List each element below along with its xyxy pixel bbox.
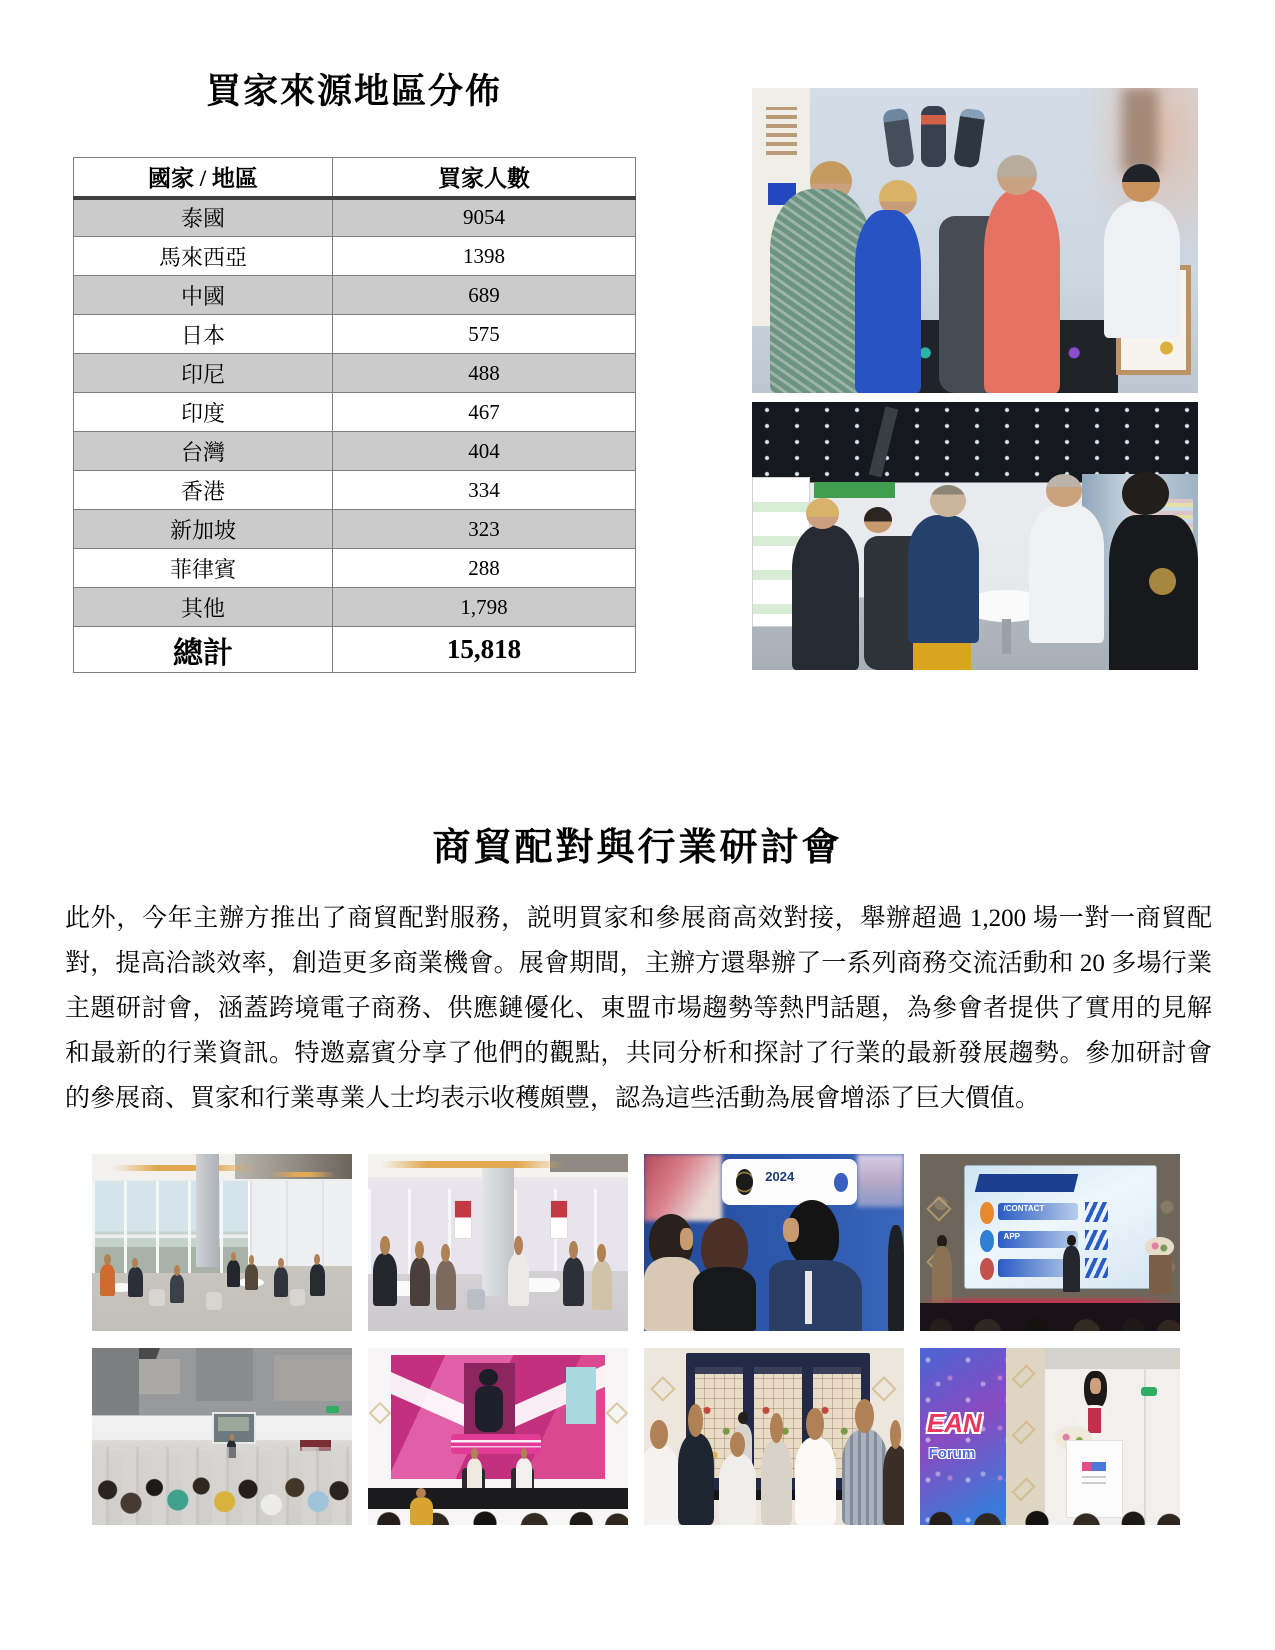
count-cell: 488	[333, 354, 636, 393]
slide-text: /CONTACT	[1003, 1204, 1045, 1214]
gold-embroidery	[1149, 568, 1176, 595]
region-cell: 印尼	[74, 354, 333, 393]
table-leg	[1002, 619, 1011, 654]
backdrop-text-forum: Forum	[928, 1445, 976, 1463]
slide-stripes	[1085, 1258, 1108, 1278]
photo-grid-row-2	[92, 1348, 1180, 1525]
cove-light	[113, 1165, 256, 1171]
col-header-region: 國家 / 地區	[74, 158, 333, 198]
woman-black-top	[693, 1267, 755, 1331]
person-edge	[888, 1225, 904, 1331]
table-row-others	[74, 588, 636, 627]
partition-wall	[248, 1181, 352, 1266]
count-cell: 1398	[333, 237, 636, 276]
audience-figure	[644, 1445, 680, 1525]
person-figure	[592, 1260, 613, 1310]
audience-yellow-shirt	[410, 1497, 433, 1525]
region-cell: 新加坡	[74, 510, 333, 549]
region-cell: 日本	[74, 315, 333, 354]
logo-badge	[736, 1169, 754, 1195]
count-cell: 334	[333, 471, 636, 510]
chair-shape	[206, 1292, 222, 1310]
buyer-distribution-table	[73, 157, 636, 673]
speaker-product-3	[953, 108, 985, 169]
gold-motif	[369, 1401, 391, 1423]
visitor-coral-shirt	[984, 189, 1060, 393]
audience-figure	[883, 1445, 904, 1525]
gold-motif	[605, 1401, 627, 1423]
photo-blue-booth-talk	[644, 1154, 904, 1331]
region-cell: 中國	[74, 276, 333, 315]
exit-sign	[326, 1406, 339, 1413]
audience-crowd	[92, 1447, 352, 1525]
count-cell: 575	[333, 315, 636, 354]
exhibit-blur-left	[644, 1154, 722, 1221]
presenter-figure	[1063, 1246, 1080, 1292]
total-label: 總計	[74, 627, 333, 673]
podium-text-lines	[1082, 1476, 1106, 1487]
audience-heads	[920, 1493, 1180, 1525]
person-figure	[100, 1264, 116, 1296]
count-cell: 1,798	[333, 588, 636, 627]
backdrop-text-ean: EAN	[926, 1408, 982, 1439]
woman-face	[680, 1228, 693, 1249]
panel-swatches	[766, 107, 796, 155]
table-shape	[524, 1278, 560, 1292]
photo-matching-tables	[368, 1154, 628, 1331]
speaker-product-2	[921, 106, 946, 167]
visitor-head-blonde	[806, 498, 839, 529]
visitor-bob-hair	[1122, 472, 1169, 515]
screen-image	[218, 1417, 249, 1431]
cove-light	[269, 1172, 337, 1177]
icon-circle-red	[980, 1258, 993, 1280]
podium	[1149, 1255, 1172, 1294]
model-body-hint	[475, 1386, 503, 1432]
gold-motif	[927, 1196, 952, 1221]
chair-shape	[467, 1289, 485, 1310]
photo-seminar-audience	[92, 1348, 352, 1525]
wall-patch	[92, 1348, 139, 1415]
audience-figure	[719, 1454, 755, 1525]
table-header-row	[74, 158, 636, 198]
table-row-philippines	[74, 549, 636, 588]
wall-patch	[274, 1355, 352, 1401]
table-row-thailand	[74, 198, 636, 237]
photo-seminar-stage-screen	[920, 1154, 1180, 1331]
region-cell: 印度	[74, 393, 333, 432]
region-cell: 香港	[74, 471, 333, 510]
staff-face	[783, 1218, 799, 1243]
section-title-seminars: 商貿配對與行業研討會	[432, 827, 843, 869]
exhibit-blur-right	[857, 1154, 904, 1207]
audience-heads	[920, 1303, 1180, 1331]
red-poster	[550, 1200, 568, 1239]
photo-business-card-exchange	[752, 402, 1198, 670]
count-cell: 323	[333, 510, 636, 549]
person-figure	[563, 1257, 584, 1307]
cove-light	[381, 1161, 563, 1168]
person-figure	[310, 1264, 324, 1296]
person-figure	[227, 1260, 240, 1287]
person-figure	[410, 1257, 431, 1307]
green-banner	[814, 482, 894, 498]
table-row-taiwan	[74, 432, 636, 471]
count-cell: 288	[333, 549, 636, 588]
photo-matching-lounge	[92, 1154, 352, 1331]
icon-circle-blue	[980, 1230, 993, 1252]
lanyard	[805, 1271, 812, 1324]
person-figure	[128, 1267, 142, 1297]
audience-figure	[761, 1440, 792, 1525]
audience-figure-plaid	[842, 1429, 889, 1525]
speaker-face	[1090, 1378, 1100, 1394]
window-wall	[92, 1181, 248, 1273]
pink-banner	[451, 1434, 541, 1454]
table-row-hongkong	[74, 471, 636, 510]
photo-food-screen-talk	[644, 1348, 904, 1525]
year-badge: 2024	[765, 1168, 795, 1184]
slide-stripes	[1085, 1202, 1108, 1222]
slide-stripes	[1085, 1230, 1108, 1250]
buyer-navy-polo	[908, 515, 979, 644]
visitor-blue-top	[855, 210, 922, 393]
podium-logo	[1082, 1462, 1106, 1471]
slide-bar	[998, 1231, 1078, 1248]
table-row-total	[74, 627, 636, 673]
buyer-head	[930, 485, 966, 517]
gold-motif	[1011, 1421, 1035, 1445]
wall-patch	[139, 1359, 181, 1394]
photo-grid-row-1	[92, 1154, 1180, 1331]
staff-white-shirt	[1104, 201, 1180, 338]
person-figure	[245, 1264, 258, 1291]
section-title-buyer-distribution: 買家來源地區分佈	[205, 72, 502, 111]
staff-navy-polo	[769, 1260, 863, 1331]
photo-asean-forum-speaker	[920, 1348, 1180, 1525]
visitor-head	[864, 507, 893, 534]
region-cell: 台灣	[74, 432, 333, 471]
guest-white-dress	[467, 1458, 483, 1490]
chair-shape	[149, 1289, 165, 1307]
ceiling-lights	[752, 402, 1198, 482]
region-cell: 其他	[74, 588, 333, 627]
seminar-paragraph: 此外，今年主辦方推出了商貿配對服務，説明買家和參展商高效對接，舉辦超過 1,200 場一對一商貿配對，提高洽談效率，創造更多商業機會。展會期間，主辦方還舉辦了一系列商務交流活動和 20 多場行業主題研討會，涵蓋跨境電子商務、供應鏈優化、東盟市場趨勢等熱門話題，為參會者提供了實用的見解和最新的行業資訊。特邀嘉賓分享了他們的觀點，共同分析和探討了行業的最新發展趨勢。參加研討會的參展商、買家和行業專業人士均表示收穫頗豐，認為這些活動為展會增添了巨大價值。	[65, 905, 1212, 1112]
count-cell: 404	[333, 432, 636, 471]
speaker-red-top	[1088, 1408, 1101, 1433]
slide-bar	[998, 1203, 1078, 1220]
banner-card	[722, 1159, 857, 1205]
exit-sign	[1141, 1387, 1157, 1396]
speaker-product-1	[882, 108, 914, 169]
window-mullions	[92, 1181, 248, 1273]
ceiling-band	[1045, 1348, 1180, 1369]
table-row-malaysia	[74, 237, 636, 276]
region-cell: 菲律賓	[74, 549, 333, 588]
total-value: 15,818	[333, 627, 636, 673]
model-hint	[479, 1369, 497, 1386]
table-row-china	[74, 276, 636, 315]
region-cell: 馬來西亞	[74, 237, 333, 276]
screen-figure-panel	[464, 1363, 515, 1440]
count-cell: 689	[333, 276, 636, 315]
table-row-singapore	[74, 510, 636, 549]
guest-white-top	[516, 1458, 532, 1490]
screen-header-bar	[974, 1174, 1078, 1192]
person-figure	[508, 1253, 529, 1306]
visitor-head	[997, 155, 1037, 195]
led-screen	[964, 1165, 1156, 1289]
flower-bouquet	[1145, 1237, 1174, 1256]
gold-motif	[872, 1376, 897, 1401]
person-figure	[170, 1274, 184, 1302]
presenter-head	[738, 1412, 748, 1424]
gold-motif	[651, 1376, 676, 1401]
backdrop-hair-blur	[1122, 88, 1158, 173]
count-cell: 467	[333, 393, 636, 432]
wall-patch	[196, 1348, 253, 1401]
person-figure	[436, 1260, 457, 1310]
slide-text: APP	[1003, 1232, 1020, 1242]
table-row-japan	[74, 315, 636, 354]
screen-light-panel	[566, 1367, 596, 1424]
icon-circle-orange	[980, 1202, 993, 1224]
audience-figure	[795, 1437, 837, 1526]
exhibitor-white-shirt	[1029, 504, 1105, 643]
col-header-count: 買家人數	[333, 158, 636, 198]
person-figure	[274, 1267, 288, 1297]
flower-icon	[834, 1173, 848, 1191]
led-screen-pink	[391, 1355, 604, 1479]
red-poster	[454, 1200, 472, 1239]
visitor-dark-jacket	[792, 525, 859, 670]
photo-speaker-booth	[752, 88, 1198, 393]
table-row-indonesia	[74, 354, 636, 393]
gold-motif	[1011, 1364, 1035, 1388]
count-cell: 9054	[333, 198, 636, 237]
person-figure	[373, 1253, 396, 1306]
chair-shape	[290, 1289, 306, 1307]
photo-pink-stage-talkshow	[368, 1348, 628, 1525]
audience-figure	[678, 1433, 714, 1525]
region-cell: 泰國	[74, 198, 333, 237]
projection-screen	[212, 1412, 256, 1444]
table-row-india	[74, 393, 636, 432]
presenter-head	[1067, 1235, 1076, 1246]
pillar	[196, 1154, 219, 1267]
exhibitor-head	[1046, 474, 1082, 506]
audience-heads	[368, 1500, 628, 1525]
